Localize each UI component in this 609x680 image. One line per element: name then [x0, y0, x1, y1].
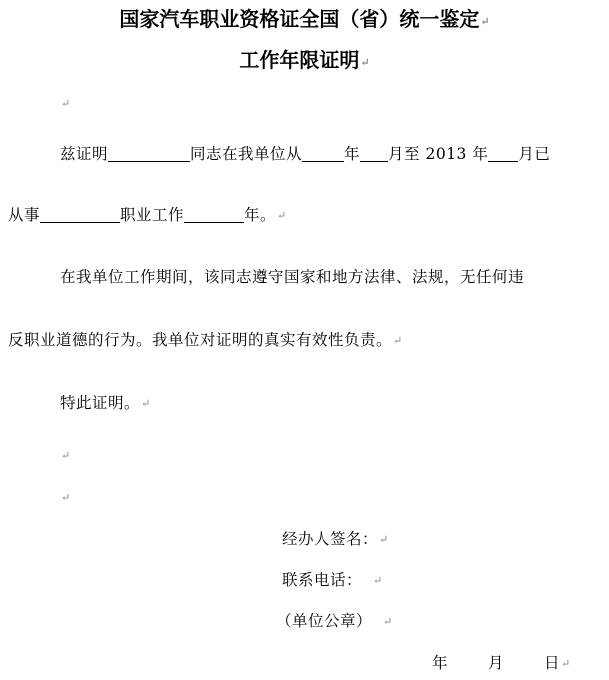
paragraph-mark-icon: ↵: [379, 533, 389, 546]
paragraph-mark-icon: ↵: [61, 97, 71, 110]
unit-seal-label: （单位公章）: [276, 612, 373, 630]
paragraph-mark-icon: ↵: [61, 449, 71, 462]
body-paragraph-2-line-2: [8, 329, 403, 352]
paragraph-mark-icon: ↵: [373, 574, 383, 587]
handler-signature-line: [282, 528, 389, 551]
name-blank: [108, 145, 190, 162]
paragraph-mark-icon: ↵: [393, 334, 403, 347]
text-years: 年。: [244, 206, 277, 224]
end-month-blank: [488, 145, 518, 162]
paragraph-2-line-2-text: 反职业道德的行为。我单位对证明的真实有效性负责。: [8, 331, 393, 349]
date-year-label: 年: [432, 654, 449, 672]
text-month-already: 月已: [518, 145, 551, 163]
paragraph-mark-icon: ↵: [61, 491, 71, 504]
paragraph-2-line-1-text: 在我单位工作期间，该同志遵守国家和地方法律、法规，无任何违: [60, 268, 525, 286]
special-certification-text: 特此证明。: [60, 394, 141, 412]
document-title-line-2: [0, 47, 609, 76]
body-paragraph-3: [60, 392, 151, 415]
title-line-2-text: 工作年限证明: [239, 48, 360, 72]
body-paragraph-1-line-1: [60, 143, 550, 165]
empty-line: [60, 92, 71, 115]
years-blank: [184, 206, 244, 223]
paragraph-mark-icon: ↵: [141, 397, 151, 410]
text-comrade-from: 同志在我单位从: [190, 145, 303, 163]
paragraph-mark-icon: ↵: [360, 56, 370, 69]
handler-signature-label: 经办人签名：: [282, 530, 379, 548]
empty-line: [60, 444, 71, 467]
paragraph-mark-icon: ↵: [277, 209, 287, 222]
contact-phone-line: [282, 569, 383, 592]
paragraph-mark-icon: ↵: [561, 657, 571, 670]
occupation-blank: [40, 206, 120, 223]
unit-seal-line: [276, 610, 393, 633]
paragraph-mark-icon: ↵: [383, 615, 393, 628]
start-month-blank: [360, 145, 388, 162]
contact-phone-label: 联系电话：: [282, 571, 363, 589]
text-occupation-work: 职业工作: [120, 206, 185, 224]
text-month-to-2013: 月至 2013 年: [388, 145, 489, 163]
body-paragraph-1-line-2: [8, 204, 287, 227]
paragraph-mark-icon: ↵: [480, 15, 490, 28]
date-line: [432, 652, 571, 675]
body-paragraph-2-line-1: [60, 266, 524, 288]
text-engaged-in: 从事: [8, 206, 41, 224]
date-day-label: 日: [544, 654, 561, 672]
document-title-line-1: [0, 6, 609, 35]
empty-line: [60, 486, 71, 509]
text-year: 年: [344, 145, 361, 163]
date-month-label: 月: [488, 654, 505, 672]
start-year-blank: [302, 145, 344, 162]
text-certify: 兹证明: [60, 145, 109, 163]
title-line-1-text: 国家汽车职业资格证全国（省）统一鉴定: [119, 7, 480, 31]
